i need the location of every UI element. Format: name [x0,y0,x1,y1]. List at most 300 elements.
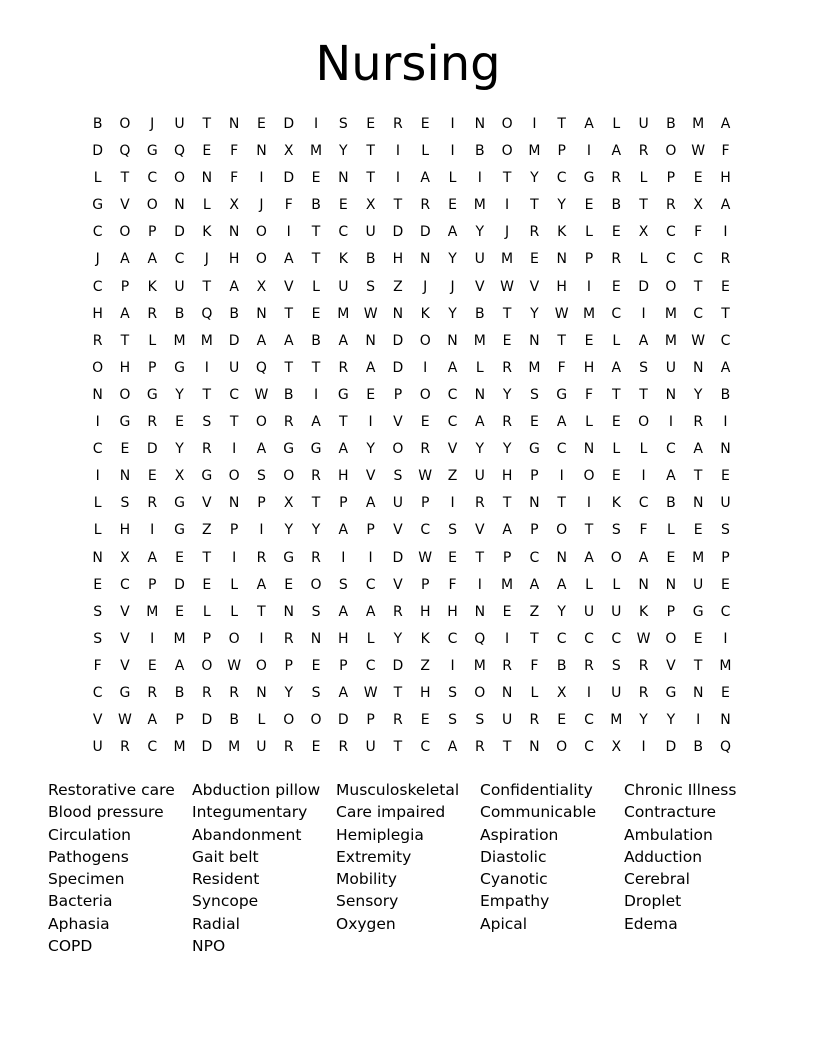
grid-letter: C [420,522,431,539]
grid-letter: A [666,468,676,485]
grid-letter: Y [530,170,539,187]
grid-letter: O [228,630,240,647]
grid-letter: N [92,386,103,403]
grid-letter: C [665,441,676,458]
grid-letter: W [227,657,242,674]
grid-letter: O [283,712,295,729]
grid-row [84,168,739,195]
grid-letter: O [638,414,650,431]
grid-letter: P [339,657,348,674]
grid-letter: I [368,414,373,431]
grid-letter: I [232,441,237,458]
grid-letter: G [283,549,295,566]
grid-letter: A [611,143,622,160]
grid-letter: R [393,712,403,729]
grid-letter: M [664,332,677,349]
grid-letter: P [120,278,130,295]
grid-letter: E [611,278,621,295]
grid-letter: H [92,305,103,322]
grid-letter: P [557,143,566,160]
grid-letter: P [148,224,157,241]
word-list-item: Apical [480,914,528,933]
grid-row [84,358,739,385]
grid-letter: J [423,278,428,295]
grid-letter: M [200,332,213,349]
grid-letter: F [284,197,293,214]
grid-letter: T [502,739,512,756]
grid-letter: A [365,359,376,376]
word-list-item: Circulation [48,825,132,844]
grid-letter: N [529,332,540,349]
grid-letter: C [447,414,458,431]
grid-letter: K [638,603,649,620]
grid-letter: N [447,332,458,349]
grid-letter: G [283,441,295,458]
grid-letter: E [529,251,539,268]
grid-letter: I [505,197,510,214]
grid-letter: Y [393,630,403,647]
grid-letter: G [119,684,131,701]
grid-letter: E [202,143,212,160]
grid-letter: F [448,576,457,593]
grid-letter: P [420,576,430,593]
grid-letter: D [337,712,349,729]
grid-letter: N [228,116,240,132]
grid-letter: O [255,414,267,431]
grid-letter: R [393,116,403,132]
grid-letter: A [338,332,349,349]
grid-letter: B [666,116,676,132]
grid-letter: U [474,468,485,485]
grid-letter: B [229,305,239,322]
grid-letter: G [174,522,185,539]
grid-letter: N [419,251,431,268]
grid-letter: T [366,170,375,187]
grid-letter: V [475,278,485,295]
grid-letter: D [419,224,431,241]
grid-row [84,683,739,710]
grid-letter: E [120,441,130,458]
grid-letter: Q [201,305,213,322]
grid-letter: P [148,359,157,376]
grid-letter: E [147,657,157,674]
grid-letter: X [638,224,649,241]
word-column [48,779,192,957]
word-list-item: Edema [624,914,678,933]
word-list-item: Cerebral [624,870,690,889]
grid-letter: A [447,224,458,241]
grid-letter: R [338,739,349,756]
grid-letter: L [93,522,102,539]
grid-letter: X [283,143,294,160]
grid-letter: O [119,116,131,132]
grid-letter: G [146,386,158,403]
grid-letter: N [256,305,267,322]
grid-letter: D [392,549,404,566]
grid-letter: Q [719,739,731,756]
grid-row [84,114,739,141]
grid-row [84,304,739,331]
grid-letter: R [201,684,212,701]
grid-letter: F [230,170,239,187]
grid-letter: Y [530,305,539,322]
grid-letter: P [666,603,676,620]
grid-letter: J [95,251,100,268]
grid-letter: T [284,359,293,376]
grid-letter: F [694,224,703,241]
grid-letter: Y [448,251,457,268]
grid-letter: T [311,251,321,268]
grid-letter: K [420,305,430,322]
grid-letter: O [556,739,568,756]
grid-letter: I [641,739,646,756]
grid-letter: N [228,224,240,241]
grid-letter: I [641,468,646,485]
grid-letter: E [584,197,594,214]
grid-letter: U [611,684,622,701]
grid-letter: T [311,224,321,241]
grid-letter: N [692,359,704,376]
grid-letter: S [338,116,348,132]
grid-letter: P [229,522,239,539]
grid-letter: L [230,576,239,593]
grid-letter: V [120,630,130,647]
grid-row [84,222,739,249]
grid-letter: O [419,332,431,349]
grid-letter: T [502,170,512,187]
grid-letter: T [502,305,512,322]
grid-row [84,602,739,629]
grid-letter: G [583,170,595,187]
grid-letter: I [395,143,400,160]
grid-letter: I [723,414,728,431]
grid-letter: N [556,549,567,566]
grid-letter: U [720,495,731,512]
grid-letter: U [638,116,649,132]
grid-letter: B [283,386,294,403]
grid-letter: T [721,305,730,322]
grid-letter: Y [502,441,512,458]
grid-letter: K [420,630,430,647]
grid-letter: T [311,359,321,376]
grid-letter: P [666,170,676,187]
grid-letter: I [423,359,428,376]
grid-letter: E [611,414,621,431]
grid-letter: N [228,495,240,512]
grid-letter: A [638,549,649,566]
grid-letter: I [723,630,728,647]
grid-letter: C [584,739,594,756]
grid-letter: Q [255,359,267,376]
grid-letter: S [311,684,321,701]
grid-letter: T [693,657,703,674]
grid-letter: I [395,170,400,187]
grid-letter: A [256,332,267,349]
grid-letter: B [174,684,185,701]
grid-letter: M [528,143,541,160]
grid-letter: S [120,495,130,512]
word-list-item: Integumentary [192,803,308,822]
word-list-item: Syncope [192,892,259,911]
grid-letter: L [639,251,648,268]
grid-letter: C [92,224,103,241]
grid-letter: E [175,414,184,431]
grid-letter: S [311,603,321,620]
grid-letter: V [393,522,403,539]
grid-letter: E [502,332,512,349]
word-list-item: Bacteria [48,892,113,911]
grid-letter: C [665,251,676,268]
grid-letter: F [721,143,730,160]
grid-letter: D [392,332,404,349]
grid-letter: T [311,495,321,512]
word-column [624,779,768,957]
grid-letter: H [720,170,731,187]
grid-letter: R [502,657,512,674]
word-list-item: Radial [192,914,240,933]
grid-letter: R [256,549,267,566]
grid-letter: U [92,739,103,756]
grid-letter: V [365,468,376,485]
grid-letter: T [120,170,130,187]
grid-letter: B [475,305,485,322]
grid-letter: R [584,657,594,674]
grid-letter: W [636,630,651,647]
grid-letter: S [611,657,621,674]
grid-letter: R [474,495,485,512]
grid-row [84,710,739,737]
grid-letter: B [311,332,321,349]
grid-letter: A [120,251,130,268]
grid-letter: E [448,197,457,214]
grid-letter: E [311,305,321,322]
grid-letter: B [475,143,485,160]
grid-letter: L [312,278,320,295]
grid-letter: I [450,657,455,674]
grid-letter: E [721,468,730,485]
grid-letter: T [530,630,539,647]
grid-letter: B [666,495,676,512]
grid-letter: U [501,712,513,729]
grid-letter: U [583,603,595,620]
grid-letter: A [147,712,158,729]
grid-letter: E [93,576,103,593]
grid-letter: U [174,116,185,132]
grid-letter: L [585,414,593,431]
grid-letter: G [337,386,349,403]
grid-letter: H [338,630,349,647]
grid-letter: A [693,441,703,458]
grid-letter: O [119,224,131,241]
grid-letter: R [474,739,485,756]
grid-letter: I [450,495,455,512]
grid-letter: E [420,712,430,729]
grid-letter: R [283,630,294,647]
grid-row [84,141,739,168]
grid-letter: T [612,386,621,403]
grid-letter: N [283,603,294,620]
grid-letter: C [365,657,376,674]
grid-letter: C [174,251,185,268]
grid-letter: T [639,386,648,403]
grid-letter: V [529,278,540,295]
grid-letter: E [584,332,594,349]
grid-letter: I [232,549,237,566]
grid-letter: C [92,684,103,701]
grid-letter: A [584,116,594,132]
grid-letter: I [696,712,701,729]
grid-letter: R [338,359,349,376]
grid-letter: T [366,143,375,160]
grid-letter: O [119,386,131,403]
grid-letter: L [366,630,375,647]
grid-letter: V [393,576,403,593]
grid-letter: N [119,468,131,485]
grid-letter: P [584,251,594,268]
grid-letter: E [611,224,621,241]
grid-letter: O [201,657,213,674]
grid-letter: E [175,549,184,566]
grid-letter: O [283,468,295,485]
grid-letter: R [529,224,540,241]
grid-letter: A [420,170,430,187]
word-list-item: Empathy [480,892,550,911]
grid-letter: W [500,278,515,295]
grid-letter: O [419,386,431,403]
grid-letter: N [310,630,322,647]
grid-letter: I [641,305,646,322]
grid-letter: F [530,657,539,674]
grid-letter: M [309,143,323,160]
grid-letter: J [150,116,155,132]
grid-letter: R [611,170,622,187]
grid-letter: H [119,359,131,376]
grid-letter: E [147,468,157,485]
grid-letter: R [393,603,403,620]
grid-letter: I [586,278,592,295]
grid-letter: O [501,116,513,132]
grid-letter: X [611,739,622,756]
grid-letter: I [505,630,510,647]
grid-letter: A [338,684,349,701]
grid-letter: E [721,278,730,295]
grid-letter: M [582,305,596,322]
grid-letter: Y [502,386,512,403]
grid-letter: R [420,197,431,214]
grid-letter: B [92,116,103,132]
grid-letter: A [502,522,512,539]
grid-letter: N [256,684,267,701]
grid-letter: E [366,116,376,132]
grid-letter: F [639,522,648,539]
grid-letter: X [229,197,239,214]
word-list-item: Aspiration [480,825,559,844]
grid-letter: L [230,603,239,620]
grid-letter: M [610,712,623,729]
grid-letter: L [585,224,593,241]
grid-row [84,277,739,304]
word-list-item: Oxygen [336,914,396,933]
grid-letter: M [501,576,514,593]
grid-letter: D [92,143,104,160]
grid-letter: T [202,386,212,403]
grid-letter: Y [475,441,485,458]
grid-letter: D [283,116,295,132]
grid-row [84,493,739,520]
grid-letter: C [556,630,567,647]
grid-letter: E [311,170,321,187]
grid-letter: R [502,414,512,431]
grid-letter: G [528,441,540,458]
grid-letter: U [693,576,704,593]
grid-letter: X [120,549,130,566]
grid-letter: E [721,684,730,701]
grid-letter: E [338,197,348,214]
grid-letter: A [338,603,349,620]
grid-letter: A [447,739,458,756]
grid-letter: E [666,549,676,566]
grid-letter: A [311,414,321,431]
grid-row [84,439,739,466]
grid-letter: A [365,603,376,620]
grid-letter: Z [447,468,458,485]
grid-letter: C [447,386,458,403]
grid-letter: C [147,739,158,756]
grid-letter: C [720,603,731,620]
grid-letter: D [228,332,240,349]
grid-letter: V [666,657,676,674]
grid-letter: I [204,359,209,376]
grid-letter: Y [693,386,703,403]
word-list-item: Abduction pillow [192,781,321,799]
grid-letter: Y [475,224,485,241]
grid-letter: R [420,441,431,458]
grid-letter: H [419,684,431,701]
grid-row [84,195,739,222]
grid-letter: D [392,359,404,376]
word-list-item: Chronic Illness [624,781,737,799]
grid-letter: G [92,197,104,214]
grid-letter: N [720,712,731,729]
grid-letter: S [366,278,376,295]
grid-letter: H [228,251,240,268]
grid-letter: D [174,576,185,593]
grid-letter: O [310,576,322,593]
grid-letter: T [639,197,648,214]
grid-letter: I [286,224,291,241]
grid-letter: R [147,305,158,322]
grid-letter: R [147,414,158,431]
grid-letter: B [693,739,703,756]
grid-letter: R [311,549,321,566]
grid-letter: O [610,549,622,566]
grid-letter: E [721,576,730,593]
word-column [192,779,336,957]
grid-letter: D [283,170,295,187]
word-list-item: Communicable [480,803,597,822]
grid-letter: I [723,224,728,241]
grid-letter: N [174,197,185,214]
grid-letter: I [259,522,264,539]
grid-letter: J [450,278,455,295]
grid-letter: O [174,170,186,187]
grid-letter: Z [393,278,403,295]
grid-letter: T [393,684,403,701]
grid-letter: T [557,116,566,132]
grid-letter: P [257,495,266,512]
grid-letter: L [612,116,621,132]
grid-letter: J [204,251,209,268]
